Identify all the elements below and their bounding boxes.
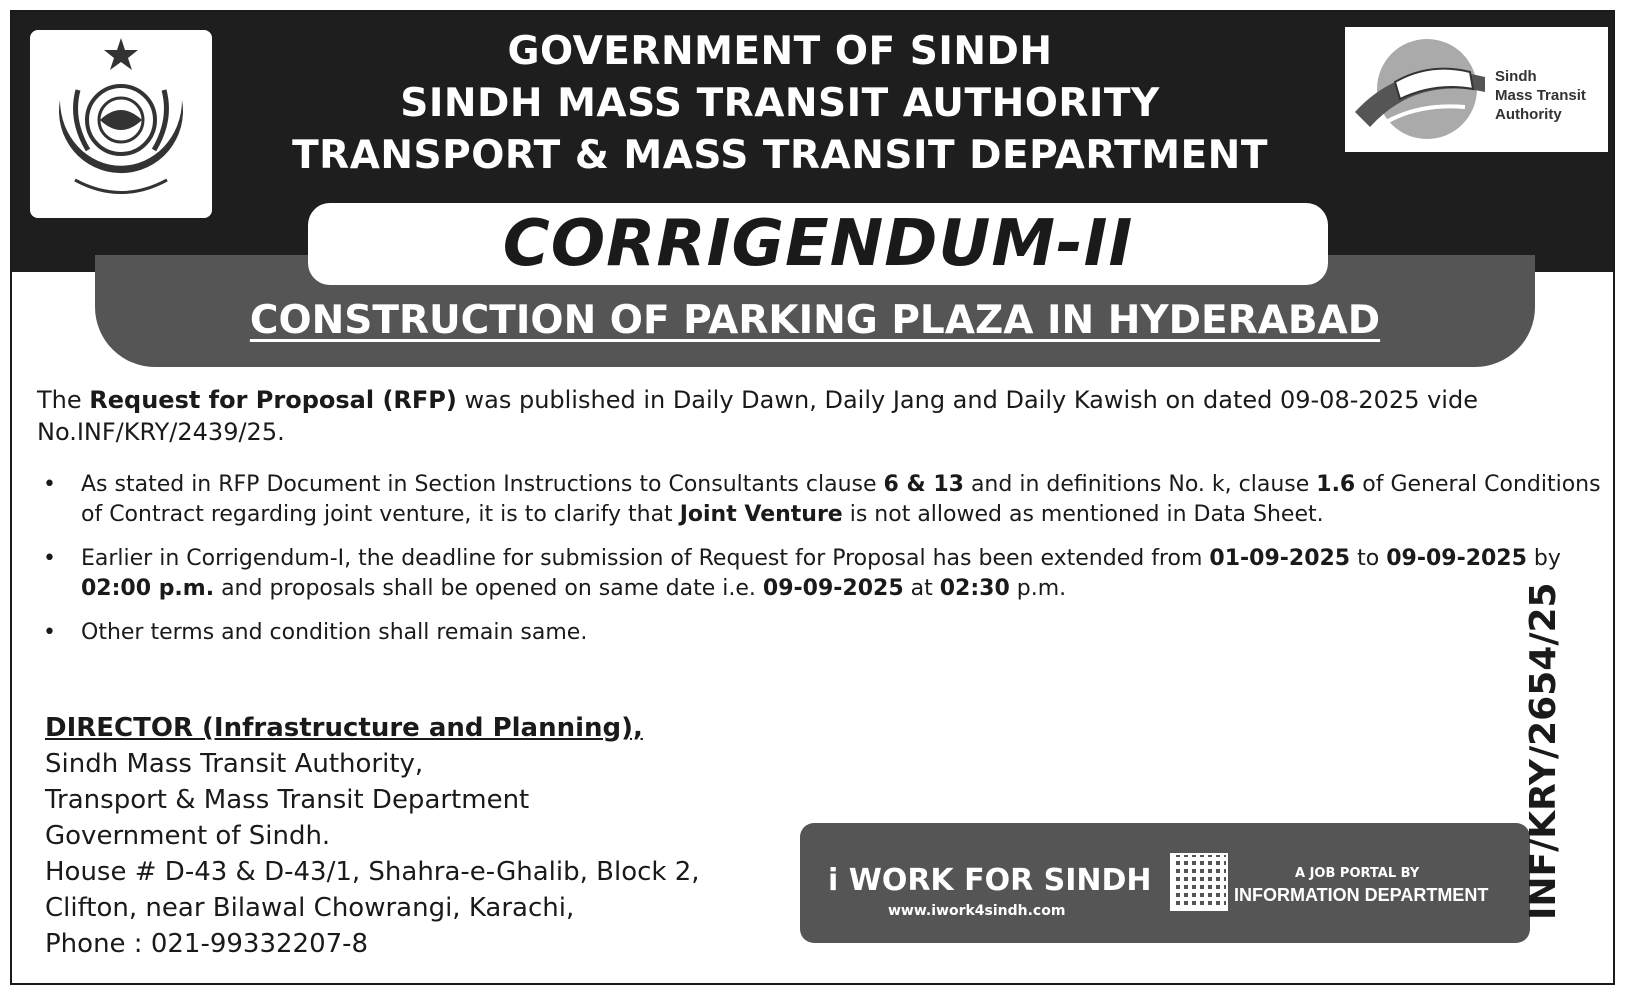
bullet-text: Joint Venture [679, 502, 843, 527]
bullet-text: 09-09-2025 [762, 576, 904, 601]
smta-logo-line: Mass Transit [1495, 87, 1586, 104]
iwork-url: www.iwork4sindh.com [888, 903, 1066, 919]
intro-pre: The [37, 386, 90, 414]
signature-line: House # D-43 & D-43/1, Shahra-e-Ghalib, Block 2, [45, 857, 700, 887]
train-logo-icon [1345, 27, 1495, 152]
bullet-list [37, 470, 1607, 662]
intro-paragraph [37, 384, 1607, 448]
iwork-tagline: A JOB PORTAL BY [1295, 866, 1420, 881]
signatory-title: DIRECTOR (Infrastructure and Planning), [45, 713, 643, 743]
bullet-text: Earlier in Corrigendum-I, the deadline for submission of Request for Proposal has been extended from [81, 546, 1210, 571]
bullet-text: by [1526, 546, 1561, 571]
signature-line: Sindh Mass Transit Authority, [45, 749, 424, 779]
iwork-brand: i WORK FOR SINDH [828, 863, 1152, 898]
bullet-text: 02:00 p.m. [81, 576, 215, 601]
bullet-text: 01-09-2025 [1209, 546, 1351, 571]
bullet-item [37, 470, 1607, 530]
iwork-department: INFORMATION DEPARTMENT [1234, 885, 1489, 905]
smta-logo-line: Authority [1495, 106, 1562, 123]
bullet-text: p.m. [1009, 576, 1067, 601]
bullet-dot-icon: • [43, 620, 56, 645]
seal-icon [30, 30, 212, 218]
reference-number: INF/KRY/2654/25 [1523, 582, 1564, 920]
bullet-text: 6 & 13 [883, 472, 964, 497]
header-line-department: TRANSPORT & MASS TRANSIT DEPARTMENT [292, 133, 1268, 178]
intro-post: was published in Daily Dawn, Daily Jang and Daily Kawish on dated 09-08-2025 vide No.INF/KRY/2439/25. [37, 386, 1478, 446]
bullet-text: 09-09-2025 [1386, 546, 1527, 571]
document-title: CORRIGENDUM-II [502, 207, 1134, 281]
bullet-text: As stated in RFP Document in Section Instructions to Consultants clause [81, 472, 884, 497]
smta-logo [1345, 27, 1608, 152]
smta-logo-line: Sindh [1495, 68, 1537, 85]
header-line-government: GOVERNMENT OF SINDH [507, 29, 1053, 74]
qr-code-icon [1170, 853, 1228, 911]
bullet-item [37, 544, 1607, 604]
bullet-text: Other terms and condition shall remain same. [81, 620, 588, 645]
iwork-banner [800, 823, 1530, 943]
header-title [230, 26, 1330, 182]
bullet-text: at [903, 576, 940, 601]
smta-logo-text [1495, 67, 1607, 124]
intro-rfp: Request for Proposal (RFP) [89, 386, 457, 414]
signature-line: Government of Sindh. [45, 821, 331, 851]
bullet-text: and proposals shall be opened on same date i.e. [214, 576, 763, 601]
signature-line: Clifton, near Bilawal Chowrangi, Karachi, [45, 893, 575, 923]
bullet-text: of General Conditions of Contract regarding joint venture, it is to clarify that [81, 472, 1601, 527]
signature-line: Transport & Mass Transit Department [45, 785, 530, 815]
bullet-item [37, 618, 1607, 648]
bullet-text: and in definitions No. k, clause [963, 472, 1317, 497]
bullet-text: to [1350, 546, 1387, 571]
subject-heading [95, 298, 1535, 343]
sindh-government-seal [30, 30, 212, 218]
subject-text: CONSTRUCTION OF PARKING PLAZA IN HYDERABAD [249, 298, 1381, 343]
bullet-text: is not allowed as mentioned in Data Sheet. [842, 502, 1324, 527]
bullet-text: 02:30 [939, 576, 1010, 601]
bullet-dot-icon: • [43, 546, 56, 571]
bullet-dot-icon: • [43, 472, 56, 497]
signature-block [45, 710, 805, 962]
bullet-text: 1.6 [1316, 472, 1356, 497]
signature-phone: Phone : 021-99332207-8 [45, 929, 369, 959]
header-line-authority: SINDH MASS TRANSIT AUTHORITY [400, 81, 1160, 126]
